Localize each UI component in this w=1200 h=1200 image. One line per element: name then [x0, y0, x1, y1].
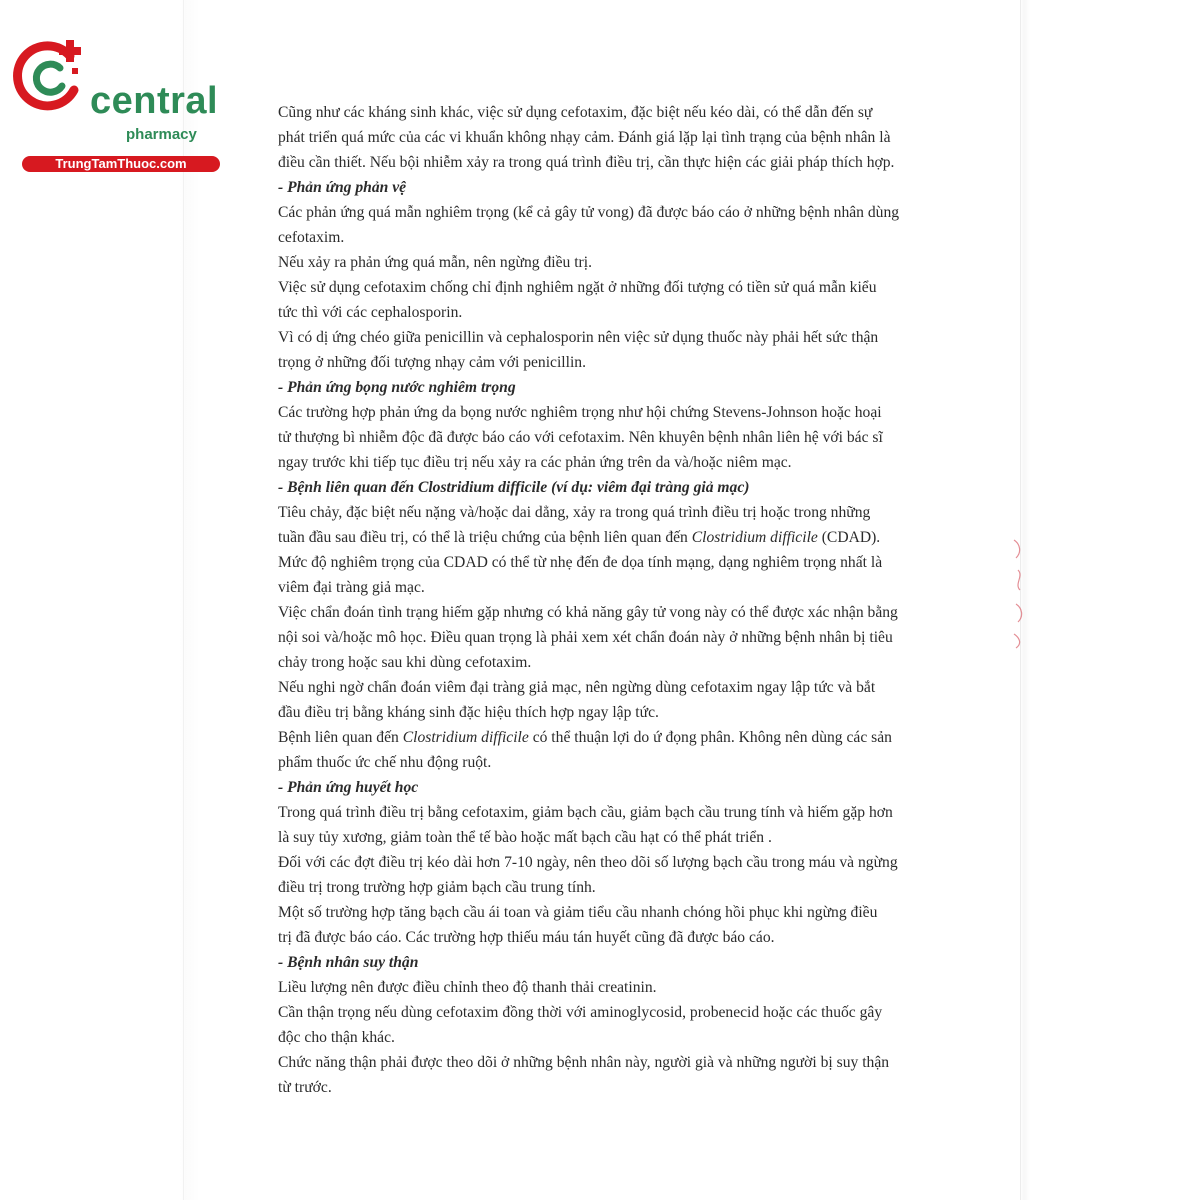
text-line: Nếu xảy ra phản ứng quá mẫn, nên ngừng điều trị.	[278, 254, 592, 271]
text-line: tuần đầu sau điều trị, có thể là triệu chứng của bệnh liên quan đến Clostridium difficile (CDAD).	[278, 529, 881, 546]
text-line: đầu điều trị bằng kháng sinh đặc hiệu thích hợp ngay lập tức.	[278, 704, 659, 721]
text-line: Cần thận trọng nếu dùng cefotaxim đồng thời với aminoglycosid, probenecid hoặc các thuốc gây	[278, 1004, 883, 1021]
text-line: Nếu nghi ngờ chẩn đoán viêm đại tràng giả mạc, nên ngừng dùng cefotaxim ngay lập tức và bắt	[278, 679, 876, 696]
text-line: Tiêu chảy, đặc biệt nếu nặng và/hoặc dai dẳng, xảy ra trong quá trình điều trị hoặc trong những	[278, 504, 871, 521]
text-line: Các trường hợp phản ứng da bọng nước nghiêm trọng như hội chứng Stevens-Johnson hoặc hoại	[278, 404, 882, 421]
section-heading: - Bệnh liên quan đến Clostridium difficile (ví dụ: viêm đại tràng giả mạc)	[278, 479, 750, 496]
text-line: Liều lượng nên được điều chỉnh theo độ thanh thải creatinin.	[278, 979, 657, 996]
text-line: Chức năng thận phải được theo dõi ở những bệnh nhân này, người già và những người bị suy thận	[278, 1054, 890, 1071]
text-line: viêm đại tràng giả mạc.	[278, 579, 425, 596]
text-line: phát triển quá mức của các vi khuẩn không nhạy cảm. Đánh giá lặp lại tình trạng của bệnh nhân là	[278, 129, 891, 146]
text-line: Các phản ứng quá mẫn nghiêm trọng (kể cả gây tử vong) đã được báo cáo ở những bệnh nhân dùng	[278, 204, 900, 221]
text-line: từ trước.	[278, 1079, 332, 1096]
text-line: điều trị trong trường hợp giảm bạch cầu trung tính.	[278, 879, 596, 896]
section-heading: - Phản ứng huyết học	[278, 779, 419, 796]
text-line: là suy tủy xương, giảm toàn thể tế bào hoặc mất bạch cầu hạt có thể phát triển .	[278, 829, 772, 846]
text-line: phẩm thuốc ức chế nhu động ruột.	[278, 754, 492, 771]
page-edge-left	[183, 0, 184, 1200]
text-line: Cũng như các kháng sinh khác, việc sử dụng cefotaxim, đặc biệt nếu kéo dài, có thể dẫn đến sự	[278, 104, 873, 121]
section-heading: - Bệnh nhân suy thận	[278, 954, 419, 971]
text-line: Một số trường hợp tăng bạch cầu ái toan và giảm tiểu cầu nhanh chóng hồi phục khi ngừng điều	[278, 904, 878, 921]
text-line: Việc chẩn đoán tình trạng hiếm gặp nhưng có khả năng gây tử vong này có thể được xác nhận bằng	[278, 604, 898, 621]
section-heading: - Phản ứng bọng nước nghiêm trọng	[278, 379, 516, 396]
red-signature-mark	[1010, 530, 1028, 650]
text-line: tử thượng bì nhiễm độc đã được báo cáo với cefotaxim. Nên khuyên bệnh nhân liên hệ với bác sĩ	[278, 429, 883, 446]
text-line: Việc sử dụng cefotaxim chống chỉ định nghiêm ngặt ở những đối tượng có tiền sử quá mẫn kiểu	[278, 279, 877, 296]
text-line: Vì có dị ứng chéo giữa penicillin và cephalosporin nên việc sử dụng thuốc này phải hết sức thận	[278, 329, 879, 346]
pharmacy-cross-logo-icon	[10, 38, 90, 118]
text-line: Đối với các đợt điều trị kéo dài hơn 7-10 ngày, nên theo dõi số lượng bạch cầu trong máu và ngừng	[278, 854, 898, 871]
central-pharmacy-logo[interactable]	[10, 38, 219, 171]
text-line: Mức độ nghiêm trọng của CDAD có thể từ nhẹ đến đe dọa tính mạng, dạng nghiêm trọng nhất là	[278, 554, 883, 571]
brand-url-bar: TrungTamThuoc.com	[22, 156, 220, 172]
text-line: Bệnh liên quan đến Clostridium difficile có thể thuận lợi do ứ đọng phân. Không nên dùng các sản	[278, 729, 892, 746]
brand-subtitle: pharmacy	[126, 126, 197, 143]
text-line: trọng ở những đối tượng nhạy cảm với penicillin.	[278, 354, 586, 371]
text-line: nội soi và/hoặc mô học. Điều quan trọng là phải xem xét chẩn đoán này ở những bệnh nhân bị tiêu	[278, 629, 893, 646]
text-line: trị đã được báo cáo. Các trường hợp thiếu máu tán huyết cũng đã được báo cáo.	[278, 929, 775, 946]
text-line: độc cho thận khác.	[278, 1029, 395, 1046]
text-line: Trong quá trình điều trị bằng cefotaxim, giảm bạch cầu, giảm bạch cầu trung tính và hiếm gặp hơn	[278, 804, 893, 821]
document-body	[278, 100, 968, 1100]
text-line: ngay trước khi tiếp tục điều trị nếu xảy ra các phản ứng trên da và/hoặc niêm mạc.	[278, 454, 792, 471]
text-line: cefotaxim.	[278, 229, 345, 246]
text-line: chảy trong hoặc sau khi dùng cefotaxim.	[278, 654, 532, 671]
brand-name: central	[90, 80, 219, 122]
section-heading: - Phản ứng phản vệ	[278, 179, 407, 196]
text-line: điều cần thiết. Nếu bội nhiễm xảy ra trong quá trình điều trị, cần thực hiện các giải pháp thích hợp.	[278, 154, 895, 171]
text-line: tức thì với các cephalosporin.	[278, 304, 463, 321]
